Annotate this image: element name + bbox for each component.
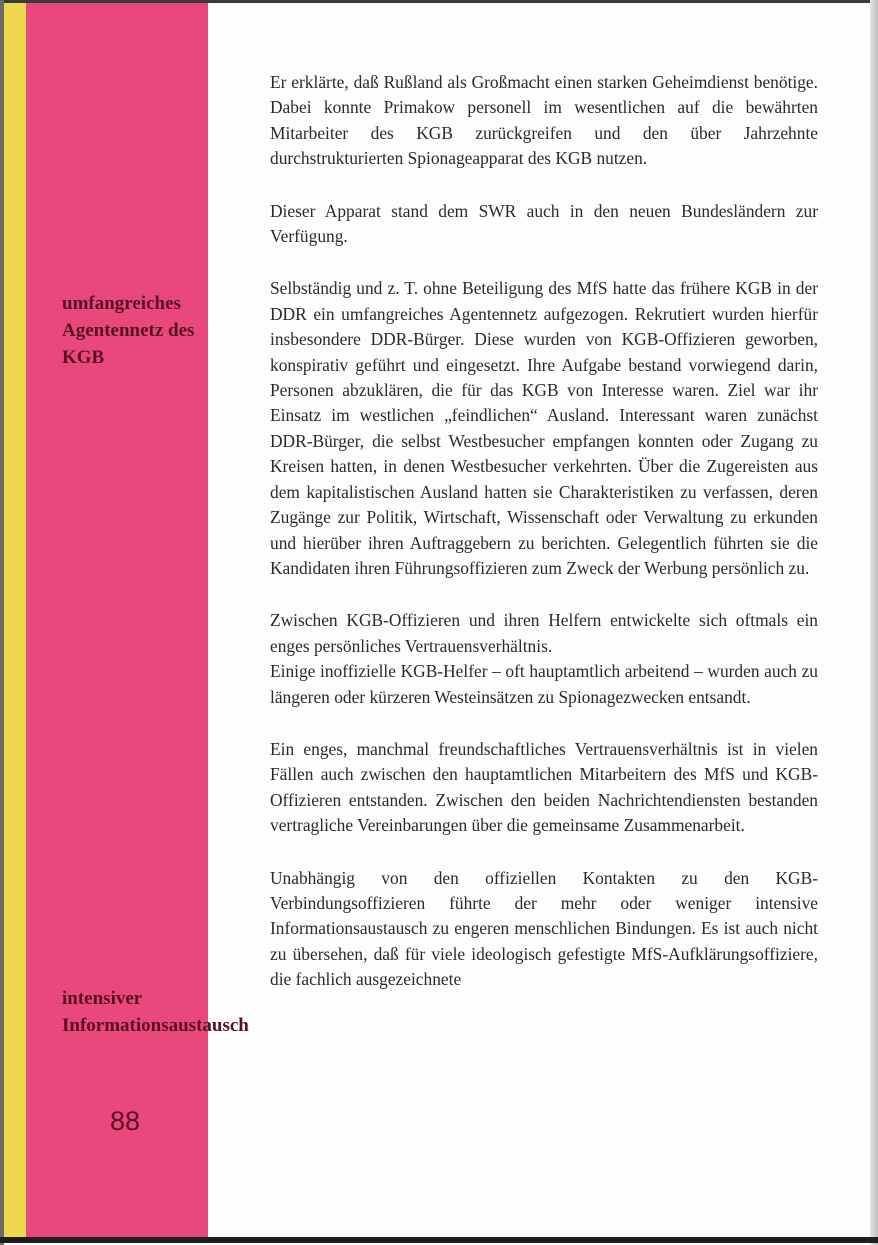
- margin-note-agentennetz: umfangreiches Agentennetz des KGB: [62, 293, 195, 368]
- paragraph-6: Ein enges, manchmal freundschaftliches Vertrauensverhältnis ist in vielen Fällen auch zwischen den hauptamtlichen Mitarbeitern des MfS und KGB-Offizieren entstanden. Zwischen den beiden Nachrichtendiensten bestanden vertragliche Vereinbarungen über die gemeinsame Zusammenarbeit.: [270, 738, 818, 836]
- margin-note-informationsaustausch: intensiver Informationsaustausch: [62, 988, 249, 1036]
- paragraph-5: Einige inoffizielle KGB-Helfer – oft hauptamtlich arbeitend – wurden auch zu längeren oder kürzeren Westeinsätzen zu Spionagezwecken entsandt.: [270, 661, 818, 707]
- page-number: 88: [110, 1106, 141, 1136]
- paragraph-1: Er erklärte, daß Rußland als Großmacht einen starken Geheimdienst benötige. Dabei konnte Primakow personell im wesentlichen auf die bewährten Mitarbeiter des KGB zurückgreifen und den über Jahrzehnte durchstrukturierten Spionageapparat des KGB nutzen.: [270, 72, 818, 169]
- paragraph-2: Dieser Apparat stand dem SWR auch in den neuen Bundesländern zur Verfügung.: [270, 200, 818, 247]
- paragraph-3: Selbständig und z. T. ohne Beteiligung des MfS hatte das frühere KGB in der DDR ein umfangreiches Agentennetz aufgezogen. Rekrutiert wurden hierfür insbesondere DDR-Bürger. Diese wurden von KGB-Offizieren geworben, konspirativ geführt und eingesetzt. Ihre Aufgabe bestand vorwiegend darin, Personen abzuklären, die für das KGB von Interesse waren. Ziel war ihr Einsatz im westlichen „feindlichen“ Ausland. Interessant waren zunächst DDR-Bürger, die selbst Westbesucher empfangen konnten oder Zugang zu Kreisen hatten, in denen Westbesucher verkehrten. Über die Zugereisten aus dem kapitalistischen Ausland hatten sie Charakteristiken zu verfassen, deren Zugänge zur Politik, Wirtschaft, Wissenschaft oder Verwaltung zu erkunden und hierüber ihren Auftraggebern zu berichten. Gelegentlich führten sie die Kandidaten ihren Führungsoffizieren zum Zweck der Werbung persönlich zu.: [270, 278, 818, 578]
- body-text: [270, 70, 818, 1020]
- bottom-edge-rule: [0, 1237, 878, 1243]
- margin-band: [26, 3, 249, 1237]
- paragraph-4: Zwischen KGB-Offizieren und ihren Helfern entwickelte sich oftmals ein enges persönliches Vertrauensverhältnis.: [270, 610, 818, 656]
- paragraph-7: Unabhängig von den offiziellen Kontakten zu den KGB-Verbindungsoffizieren führte der mehr oder weniger intensive Informationsaustausch zu engeren menschlichen Bindungen. Es ist auch nicht zu übersehen, daß für viele ideologisch gefestigte MfS-Aufklärungsoffiziere, die fachlich ausgezeichnete: [270, 867, 818, 990]
- right-page-edge: [870, 0, 878, 1245]
- yellow-edge-strip: [4, 3, 26, 1237]
